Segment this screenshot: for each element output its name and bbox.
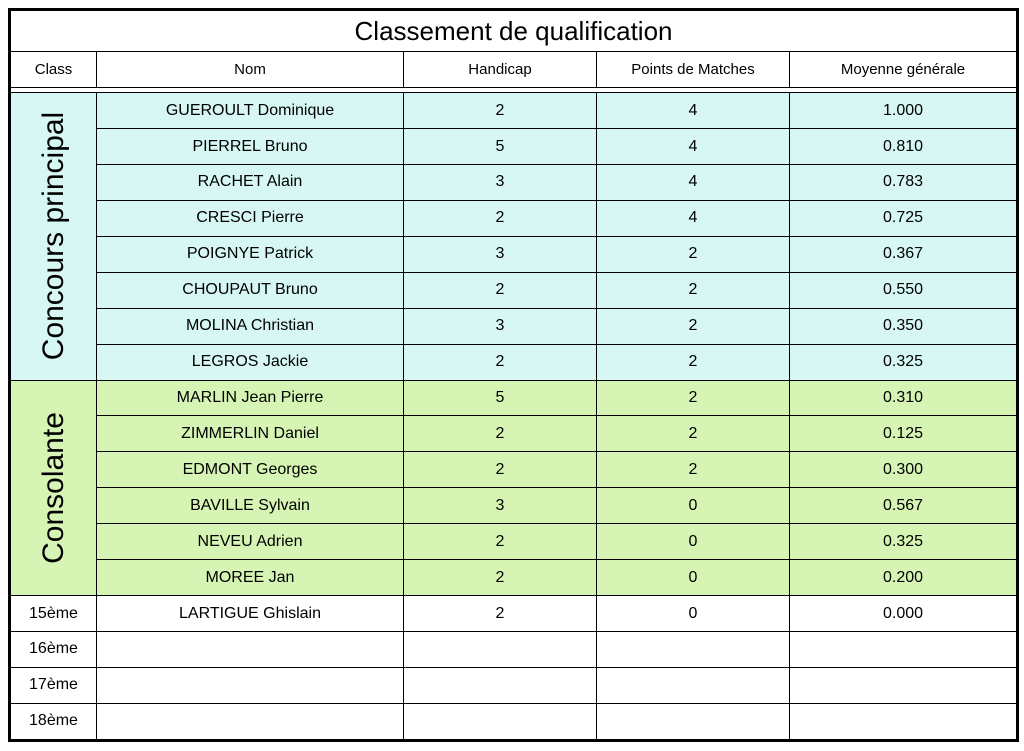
- table-row: [10, 416, 1018, 452]
- table-row: [10, 667, 1018, 703]
- column-header-nom: Nom: [97, 52, 404, 88]
- average-value: [790, 703, 1018, 740]
- average-value: 0.783: [790, 164, 1018, 200]
- handicap-value: 3: [404, 164, 597, 200]
- match-points-value: 2: [597, 416, 790, 452]
- match-points-value: 2: [597, 380, 790, 416]
- column-header-class: Class: [10, 52, 97, 88]
- title-row: [10, 10, 1018, 52]
- player-name: GUEROULT Dominique: [97, 93, 404, 129]
- match-points-value: [597, 631, 790, 667]
- player-name: LARTIGUE Ghislain: [97, 596, 404, 632]
- handicap-value: [404, 703, 597, 740]
- match-points-value: 2: [597, 236, 790, 272]
- group-concours-principal-label: Concours principal: [36, 112, 70, 361]
- handicap-value: 2: [404, 560, 597, 596]
- average-value: 0.310: [790, 380, 1018, 416]
- column-header-points: Points de Matches: [597, 52, 790, 88]
- average-value: 0.125: [790, 416, 1018, 452]
- table-row: [10, 308, 1018, 344]
- match-points-value: 0: [597, 560, 790, 596]
- handicap-value: 2: [404, 93, 597, 129]
- table-row: [10, 560, 1018, 596]
- player-name: [97, 631, 404, 667]
- table-row: [10, 596, 1018, 632]
- match-points-value: 2: [597, 308, 790, 344]
- rank-label: 18ème: [10, 703, 97, 740]
- match-points-value: [597, 703, 790, 740]
- average-value: 0.000: [790, 596, 1018, 632]
- match-points-value: 4: [597, 164, 790, 200]
- table-row: [10, 703, 1018, 740]
- handicap-value: 3: [404, 488, 597, 524]
- match-points-value: 0: [597, 596, 790, 632]
- player-name: MOREE Jan: [97, 560, 404, 596]
- average-value: 0.810: [790, 129, 1018, 165]
- table-row: [10, 524, 1018, 560]
- column-header-moyenne: Moyenne générale: [790, 52, 1018, 88]
- average-value: 1.000: [790, 93, 1018, 129]
- player-name: CRESCI Pierre: [97, 200, 404, 236]
- average-value: 0.367: [790, 236, 1018, 272]
- rank-label: 16ème: [10, 631, 97, 667]
- handicap-value: 3: [404, 308, 597, 344]
- player-name: MARLIN Jean Pierre: [97, 380, 404, 416]
- average-value: 0.350: [790, 308, 1018, 344]
- average-value: 0.325: [790, 524, 1018, 560]
- player-name: [97, 667, 404, 703]
- ranking-table: [8, 8, 1019, 742]
- table-row: [10, 93, 1018, 129]
- match-points-value: 4: [597, 93, 790, 129]
- handicap-value: 5: [404, 380, 597, 416]
- table-row: [10, 380, 1018, 416]
- table-row: [10, 488, 1018, 524]
- table-row: [10, 452, 1018, 488]
- handicap-value: [404, 631, 597, 667]
- player-name: NEVEU Adrien: [97, 524, 404, 560]
- average-value: 0.550: [790, 272, 1018, 308]
- table-row: [10, 164, 1018, 200]
- player-name: LEGROS Jackie: [97, 344, 404, 380]
- match-points-value: 0: [597, 488, 790, 524]
- handicap-value: 2: [404, 200, 597, 236]
- match-points-value: 2: [597, 344, 790, 380]
- handicap-value: 5: [404, 129, 597, 165]
- header-row: [10, 52, 1018, 88]
- rank-label: 17ème: [10, 667, 97, 703]
- player-name: POIGNYE Patrick: [97, 236, 404, 272]
- table-row: [10, 344, 1018, 380]
- handicap-value: 3: [404, 236, 597, 272]
- player-name: CHOUPAUT Bruno: [97, 272, 404, 308]
- average-value: 0.200: [790, 560, 1018, 596]
- match-points-value: 2: [597, 452, 790, 488]
- handicap-value: 2: [404, 272, 597, 308]
- average-value: 0.567: [790, 488, 1018, 524]
- group-concours-principal: [10, 93, 97, 380]
- table-row: [10, 200, 1018, 236]
- average-value: [790, 667, 1018, 703]
- average-value: [790, 631, 1018, 667]
- average-value: 0.300: [790, 452, 1018, 488]
- table-row: [10, 236, 1018, 272]
- match-points-value: 4: [597, 129, 790, 165]
- handicap-value: 2: [404, 452, 597, 488]
- table-row: [10, 272, 1018, 308]
- average-value: 0.725: [790, 200, 1018, 236]
- player-name: [97, 703, 404, 740]
- column-header-handicap: Handicap: [404, 52, 597, 88]
- player-name: RACHET Alain: [97, 164, 404, 200]
- match-points-value: [597, 667, 790, 703]
- table-row: [10, 129, 1018, 165]
- player-name: ZIMMERLIN Daniel: [97, 416, 404, 452]
- handicap-value: 2: [404, 416, 597, 452]
- player-name: BAVILLE Sylvain: [97, 488, 404, 524]
- player-name: EDMONT Georges: [97, 452, 404, 488]
- handicap-value: 2: [404, 596, 597, 632]
- player-name: MOLINA Christian: [97, 308, 404, 344]
- table-row: [10, 631, 1018, 667]
- match-points-value: 2: [597, 272, 790, 308]
- player-name: PIERREL Bruno: [97, 129, 404, 165]
- group-consolante: [10, 380, 97, 596]
- rank-label: 15ème: [10, 596, 97, 632]
- handicap-value: [404, 667, 597, 703]
- average-value: 0.325: [790, 344, 1018, 380]
- group-consolante-label: Consolante: [36, 411, 70, 564]
- handicap-value: 2: [404, 344, 597, 380]
- table-title: Classement de qualification: [10, 10, 1018, 52]
- match-points-value: 4: [597, 200, 790, 236]
- handicap-value: 2: [404, 524, 597, 560]
- match-points-value: 0: [597, 524, 790, 560]
